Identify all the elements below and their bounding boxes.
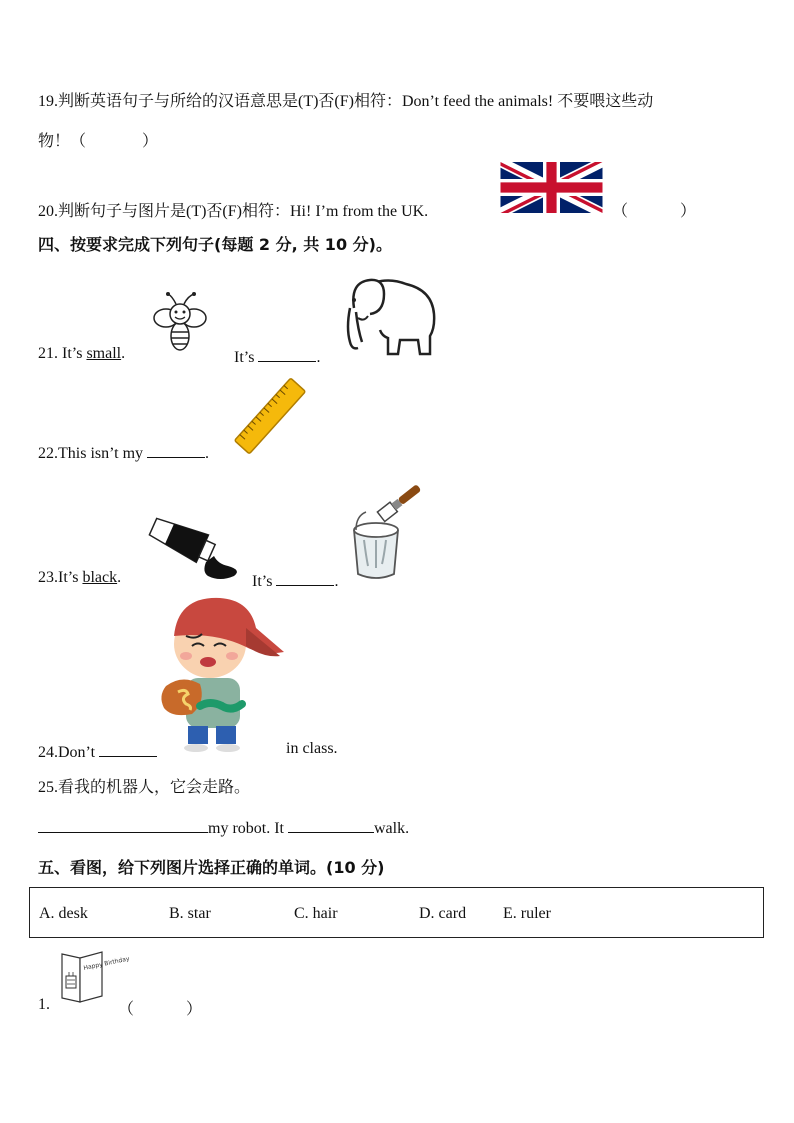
q23-first bbox=[38, 569, 121, 587]
q23-blank[interactable] bbox=[276, 569, 334, 586]
option-b: B. star bbox=[169, 905, 211, 922]
q22 bbox=[38, 441, 209, 463]
q25-end: walk. bbox=[374, 820, 410, 837]
q25-mid: my robot. It bbox=[208, 820, 288, 837]
q21-blank[interactable] bbox=[258, 345, 316, 362]
uk-flag-icon bbox=[500, 162, 603, 213]
q24-suffix: in class. bbox=[286, 740, 338, 757]
q21-underlined-word: small bbox=[86, 345, 122, 362]
q25-blank-1[interactable] bbox=[38, 816, 208, 833]
q19-paren-close: ） bbox=[142, 133, 159, 150]
q19-line2 bbox=[38, 128, 158, 151]
q21-prefix: 21. It’s bbox=[38, 345, 87, 362]
q21-first bbox=[38, 345, 125, 363]
q23-second bbox=[252, 569, 338, 591]
ruler-icon bbox=[232, 374, 308, 458]
elephant-icon bbox=[336, 268, 438, 358]
s5-q1-answer bbox=[118, 996, 202, 1019]
card-text: Happy Birthday bbox=[82, 955, 131, 972]
q20-paren-close: ） bbox=[680, 203, 697, 220]
q24-first bbox=[38, 740, 157, 762]
q22-text: 22.This isn’t my bbox=[38, 445, 148, 462]
q24-prefix: 24.Don’t bbox=[38, 744, 100, 761]
q23-prefix: 23.It’s bbox=[38, 569, 83, 586]
q25-blank-2[interactable] bbox=[288, 816, 374, 833]
option-d: D. card bbox=[419, 905, 467, 922]
q23-suffix: . bbox=[117, 569, 122, 586]
word-options-box bbox=[29, 887, 764, 938]
q24-blank[interactable] bbox=[99, 740, 157, 757]
bee-icon bbox=[150, 290, 210, 356]
q20-text: 20.判断句子与图片是(T)否(F)相符：Hi! I’m from the UK. bbox=[38, 203, 429, 220]
q21-second-end: . bbox=[316, 349, 321, 366]
q23-second-end: . bbox=[334, 573, 339, 590]
q20-paren-open: （ bbox=[612, 203, 629, 220]
white-paint-bucket-icon bbox=[346, 478, 426, 582]
q19-line1: 19.判断英语句子与所给的汉语意思是(T)否(F)相符：Don’t feed the animals! 不要喂这些动 bbox=[38, 93, 654, 110]
q21-suffix: . bbox=[121, 345, 126, 362]
q21-second bbox=[234, 345, 320, 367]
q22-end: . bbox=[205, 445, 210, 462]
section5-heading: 五、看图，给下列图片选择正确的单词。(10 分) bbox=[38, 858, 385, 877]
s5-q1-paren-open: （ bbox=[118, 1001, 135, 1018]
q23-second-text: It’s bbox=[252, 573, 277, 590]
q20-answer bbox=[612, 198, 696, 221]
option-a: A. desk bbox=[39, 905, 88, 922]
q25-chinese: 25.看我的机器人，它会走路。 bbox=[38, 779, 251, 796]
s5-q1-paren-close: ） bbox=[186, 1001, 203, 1018]
q21-second-text: It’s bbox=[234, 349, 259, 366]
boy-eating-icon bbox=[160, 594, 288, 754]
q23-underlined-word: black bbox=[82, 569, 118, 586]
section4-heading: 四、按要求完成下列句子(每题 2 分, 共 10 分)。 bbox=[38, 235, 392, 254]
birthday-card-icon bbox=[58, 948, 131, 1006]
q22-blank[interactable] bbox=[147, 441, 205, 458]
option-e: E. ruler bbox=[503, 905, 551, 922]
black-paint-tube-icon bbox=[144, 512, 240, 580]
q19-line2-text: 物！（ bbox=[38, 133, 87, 150]
s5-q1-number: 1. bbox=[38, 996, 50, 1013]
q25-english bbox=[38, 816, 409, 838]
option-c: C. hair bbox=[294, 905, 338, 922]
